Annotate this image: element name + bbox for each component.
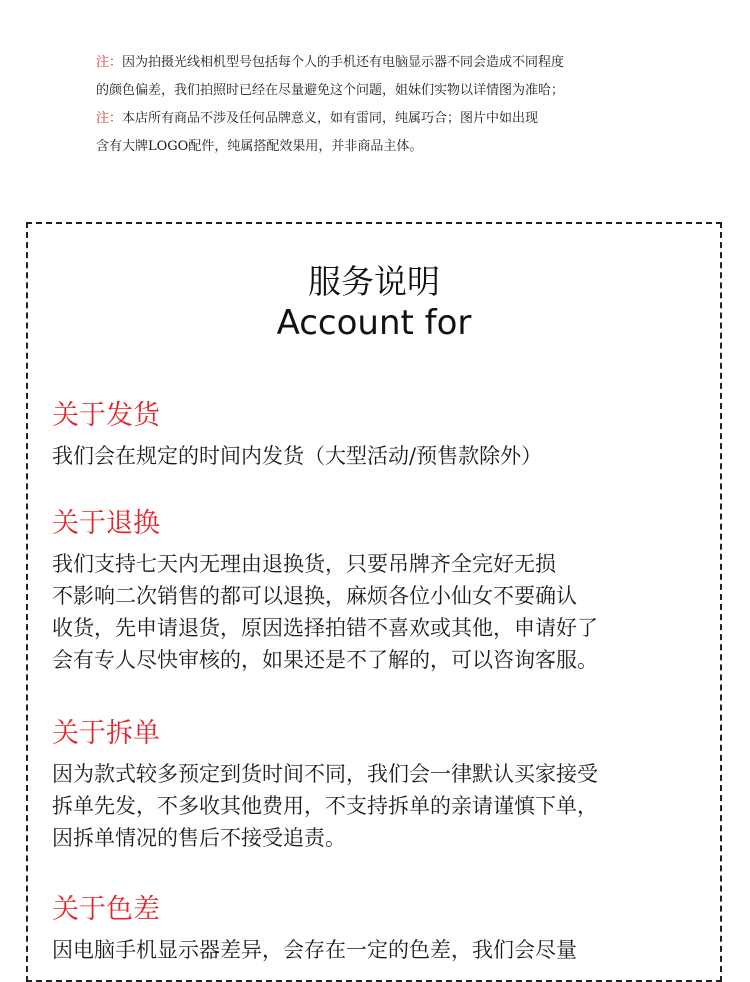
note-label: 注： [96, 111, 123, 126]
section-title: 关于色差 [52, 894, 160, 925]
section-color-difference [52, 892, 712, 966]
note-text: 因为拍摄光线相机型号包括每个人的手机还有电脑显示器不同会造成不同程度 [122, 55, 565, 70]
note-text: 本店所有商品不涉及任何品牌意义，如有雷同，纯属巧合；图片中如出现 [122, 111, 539, 126]
section-text: 因拆单情况的售后不接受追责。 [52, 826, 346, 850]
panel-title: 服务说明 [308, 262, 440, 301]
section-text: 我们会在规定的时间内发货（大型活动/预售款除外） [52, 444, 543, 468]
section-text: 因电脑手机显示器差异，会存在一定的色差，我们会尽量 [52, 938, 577, 962]
section-text: 因为款式较多预定到货时间不同，我们会一律默认买家接受 [52, 762, 598, 786]
section-title: 关于发货 [52, 400, 160, 431]
panel-subtitle: Account for [276, 303, 472, 343]
note-line [96, 77, 716, 105]
section-split-orders [52, 716, 712, 854]
section-title: 关于退换 [52, 508, 160, 539]
note-text: 的颜色偏差，我们拍照时已经在尽量避免这个问题，姐妹们实物以详情图为准哈； [96, 83, 565, 98]
section-title: 关于拆单 [52, 718, 160, 749]
note-label: 注： [96, 55, 123, 70]
section-text: 收货，先申请退货，原因选择拍错不喜欢或其他，申请好了 [52, 616, 598, 640]
note-text: 含有大牌LOGO配件，纯属搭配效果用，并非商品主体。 [96, 139, 423, 154]
section-shipping [52, 398, 712, 472]
section-returns [52, 506, 712, 676]
note-line [96, 105, 716, 133]
note-line [96, 49, 716, 77]
section-text: 不影响二次销售的都可以退换，麻烦各位小仙女不要确认 [52, 584, 577, 608]
section-text: 会有专人尽快审核的，如果还是不了解的，可以咨询客服。 [52, 648, 598, 672]
note-line [96, 133, 716, 161]
disclaimer-notes [96, 49, 716, 161]
section-text: 我们支持七天内无理由退换货，只要吊牌齐全完好无损 [52, 552, 556, 576]
service-info-panel [26, 222, 722, 982]
section-text: 拆单先发，不多收其他费用，不支持拆单的亲请谨慎下单， [52, 794, 598, 818]
